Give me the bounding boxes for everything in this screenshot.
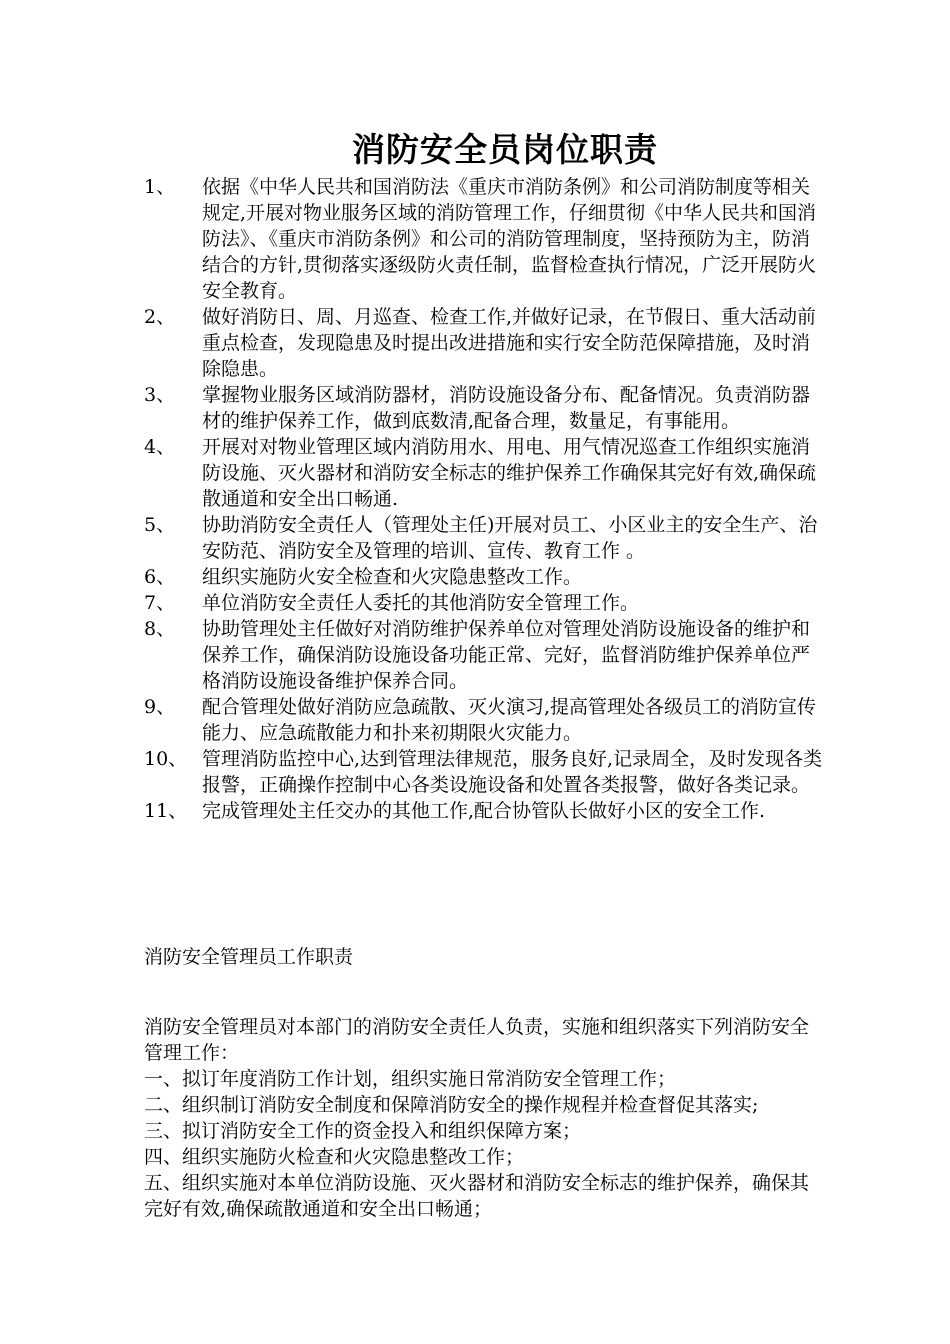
duty-text: 掌握物业服务区域消防器材，消防设施设备分布、配备情况。负责消防器材的维护保养工作，做到底数清,配备合理，数量足，有事能用。 <box>202 384 811 432</box>
duty-item-11 <box>144 798 824 824</box>
page-title: 消防安全员岗位职责 <box>352 130 658 169</box>
duty-item-3 <box>144 382 824 434</box>
duty-number: 1、 <box>144 176 176 198</box>
duty-number: 5、 <box>144 514 176 536</box>
duty-text: 管理消防监控中心,达到管理法律规范，服务良好,记录周全，及时发现各类报警，正确操作控制中心各类设施设备和处置各类报警，做好各类记录。 <box>202 748 823 796</box>
list-item: 二、组织制订消防安全制度和保障消防安全的操作规程并检查督促其落实; <box>144 1094 759 1116</box>
duty-text: 做好消防日、周、月巡查、检查工作,并做好记录，在节假日、重大活动前重点检查，发现隐患及时提出改进措施和实行安全防范保障措施，及时消除隐患。 <box>202 306 817 380</box>
duty-item-4 <box>144 434 824 512</box>
duty-text: 协助消防安全责任人（管理处主任)开展对员工、小区业主的安全生产、治安防范、消防安全及管理的培训、宣传、教育工作 。 <box>202 514 818 562</box>
duty-item-8 <box>144 616 824 694</box>
manager-duties-section <box>144 944 814 1222</box>
list-item: 五、组织实施对本单位消防设施、灭火器材和消防安全标志的维护保养，确保其完好有效,确保疏散通道和安全出口畅通； <box>144 1172 810 1220</box>
duty-text: 组织实施防火安全检查和火灾隐患整改工作。 <box>202 566 583 588</box>
list-item: 三、拟订消防安全工作的资金投入和组织保障方案； <box>144 1120 582 1142</box>
duty-item-10 <box>144 746 824 798</box>
duty-number: 10、 <box>144 748 188 770</box>
duty-text: 开展对对物业管理区域内消防用水、用电、用气情况巡查工作组织实施消防设施、灭火器材和消防安全标志的维护保养工作确保其完好有效,确保疏散通道和安全出口畅通. <box>202 436 817 510</box>
duty-number: 8、 <box>144 618 176 640</box>
duty-number: 4、 <box>144 436 176 458</box>
duty-text: 单位消防安全责任人委托的其他消防安全管理工作。 <box>202 592 640 614</box>
duty-number: 11、 <box>144 800 188 822</box>
list-item: 四、组织实施防火检查和火灾隐患整改工作； <box>144 1146 525 1168</box>
duty-number: 2、 <box>144 306 176 328</box>
list-item: 一、拟订年度消防工作计划，组织实施日常消防安全管理工作； <box>144 1068 677 1090</box>
duty-item-2 <box>144 304 824 382</box>
duty-item-5 <box>144 512 824 564</box>
duty-number: 7、 <box>144 592 176 614</box>
duty-item-9 <box>144 694 824 746</box>
duty-item-6 <box>144 564 824 590</box>
duties-list <box>144 174 824 824</box>
section-subtitle: 消防安全管理员工作职责 <box>144 946 354 968</box>
duty-number: 3、 <box>144 384 176 406</box>
duty-number: 9、 <box>144 696 176 718</box>
duty-item-7 <box>144 590 824 616</box>
manager-duties-list <box>144 1066 814 1222</box>
duty-text: 完成管理处主任交办的其他工作,配合协管队长做好小区的安全工作. <box>202 800 766 822</box>
duty-text: 依据《中华人民共和国消防法《重庆市消防条例》和公司消防制度等相关规定,开展对物业服务区域的消防管理工作，仔细贯彻《中华人民共和国消防法》、《重庆市消防条例》和公司的消防管理制度，坚持预防为主，防消结合的方针,贯彻落实逐级防火责任制，监督检查执行情况，广泛开展防火安全教育。 <box>202 176 817 302</box>
duty-item-1 <box>144 174 824 304</box>
duty-text: 配合管理处做好消防应急疏散、灭火演习,提高管理处各级员工的消防宣传能力、应急疏散能力和扑来初期限火灾能力。 <box>202 696 817 744</box>
duty-text: 协助管理处主任做好对消防维护保养单位对管理处消防设施设备的维护和保养工作，确保消防设施设备功能正常、完好，监督消防维护保养单位严格消防设施设备维护保养合同。 <box>202 618 811 692</box>
duty-number: 6、 <box>144 566 176 588</box>
section-intro: 消防安全管理员对本部门的消防安全责任人负责，实施和组织落实下列消防安全管理工作： <box>144 1016 810 1064</box>
